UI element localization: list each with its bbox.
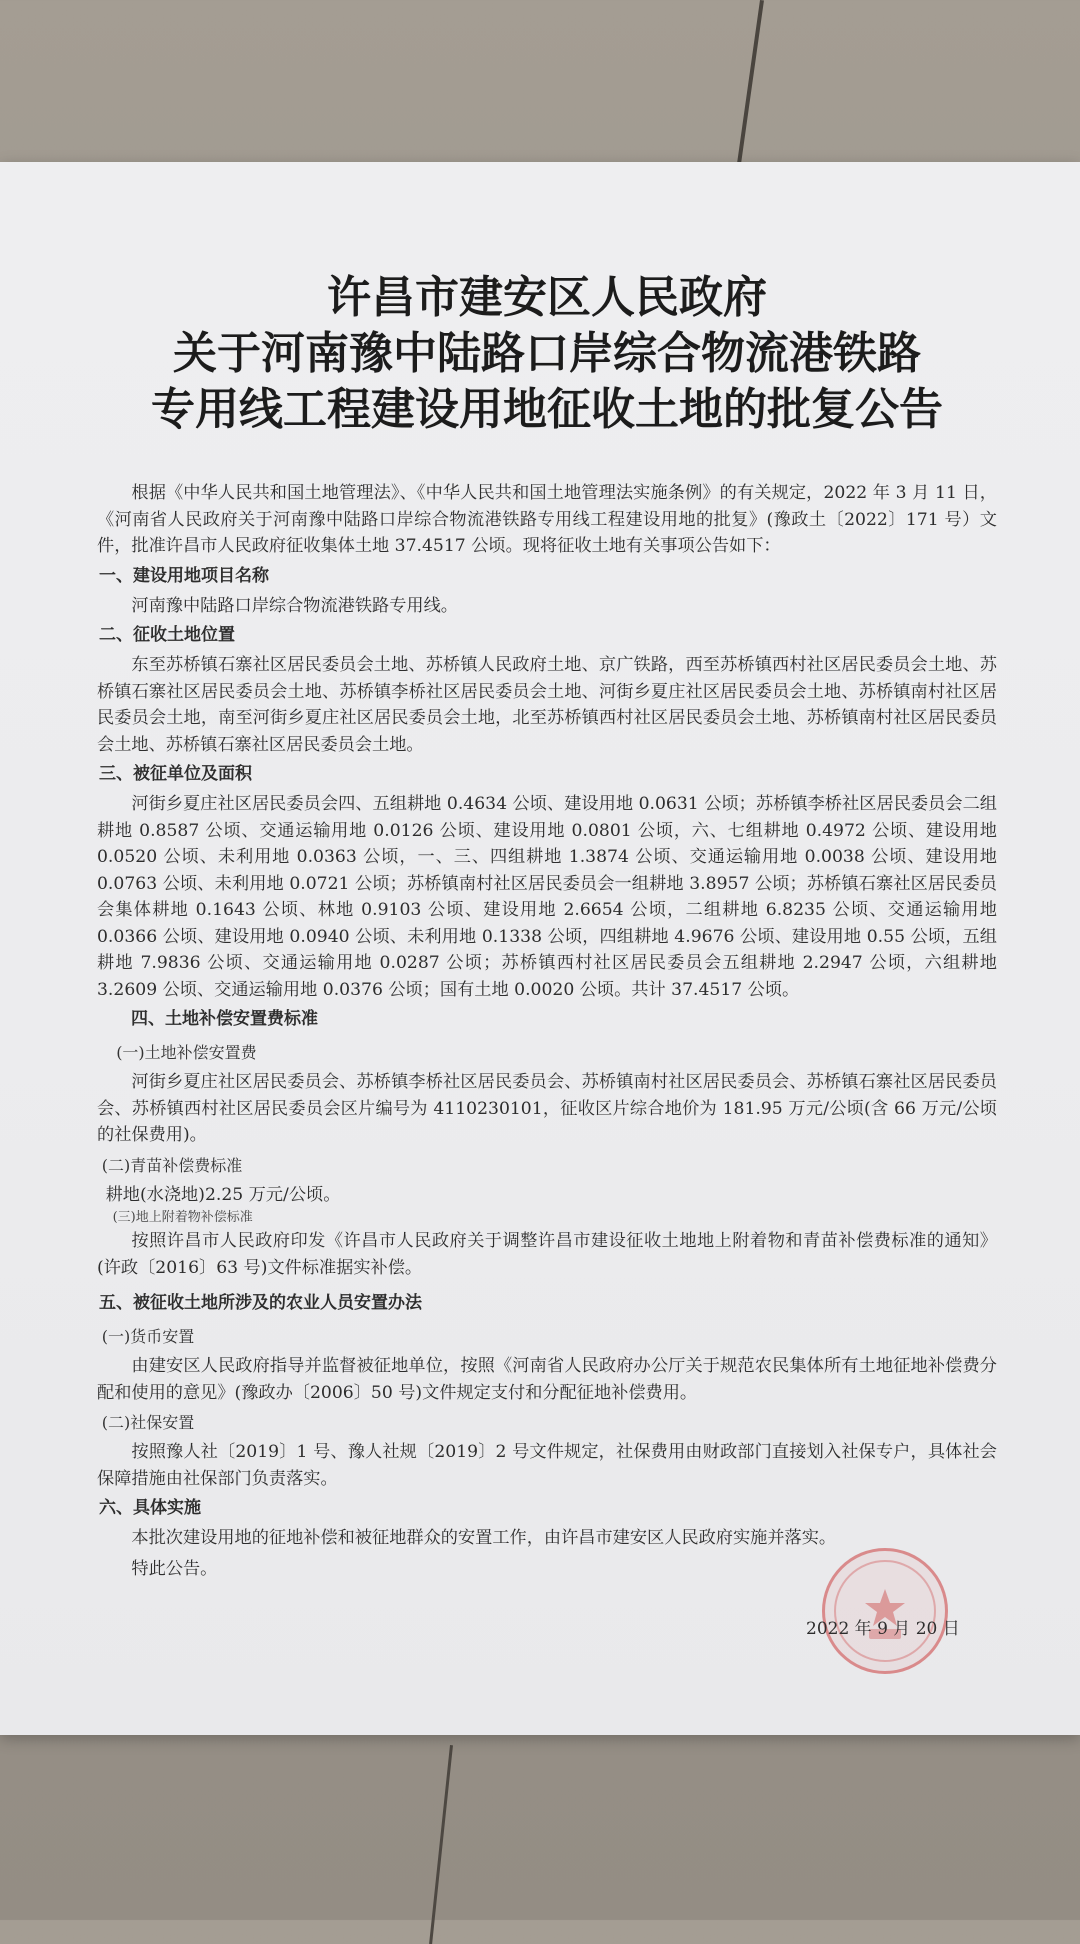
section4-sub1-heading: (一)土地补偿安置费 xyxy=(116,1043,257,1062)
floor-seam-bottom xyxy=(429,1745,453,1944)
section5-sub2-heading: (二)社保安置 xyxy=(101,1413,195,1432)
title-line-1: 许昌市建安区人民政府 xyxy=(327,272,767,323)
section4-sub2-heading: (二)青苗补偿费标准 xyxy=(101,1155,243,1175)
section4-sub2-text: 耕地(水浇地)2.25 万元/公顷。 xyxy=(105,1184,341,1205)
section1-text: 河南豫中陆路口岸综合物流港铁路专用线。 xyxy=(131,595,458,616)
section1-heading: 一、建设用地项目名称 xyxy=(99,565,269,586)
section5-sub1-heading: (一)货币安置 xyxy=(101,1327,195,1346)
document-date: 2022 年 9 月 20 日 xyxy=(806,1619,960,1639)
section4-sub3-text: 按照许昌市人民政府印发《许昌市人民政府关于调整许昌市建设征收土地地上附着物和青苗补偿费标准的通知》(许政〔2016〕63 号)文件标准据实补偿。 xyxy=(97,1231,997,1278)
section5-sub1-text: 由建安区人民政府指导并监督被征地单位，按照《河南省人民政府办公厅关于规范农民集体所有土地征地补偿费分配和使用的意见》(豫政办〔2006〕50 号)文件规定支付和分配征地补偿费用。 xyxy=(97,1356,997,1403)
announcement-document xyxy=(97,270,997,1586)
section2-text: 东至苏桥镇石寨社区居民委员会土地、苏桥镇人民政府土地、京广铁路，西至苏桥镇西村社区居民委员会土地、苏桥镇石寨社区居民委员会土地、苏桥镇李桥社区居民委员会土地、河街乡夏庄社区居民委员会土地、苏桥镇南村社区居民委员会土地，南至河街乡夏庄社区居民委员会土地，北至苏桥镇西村社区居民委员会土地、苏桥镇南村社区居民委员会土地、苏桥镇石寨社区居民委员会土地。 xyxy=(97,655,997,755)
section5-sub2-text: 按照豫人社〔2019〕1 号、豫人社规〔2019〕2 号文件规定，社保费用由财政部门直接划入社保专户，具体社会保障措施由社保部门负责落实。 xyxy=(97,1442,997,1489)
section2-heading: 二、征收土地位置 xyxy=(99,625,235,645)
section6-text: 本批次建设用地的征地补偿和被征地群众的安置工作，由许昌市建安区人民政府实施并落实。 xyxy=(131,1528,837,1548)
section6-heading: 六、具体实施 xyxy=(99,1498,201,1518)
section5-heading: 五、被征收土地所涉及的农业人员安置办法 xyxy=(99,1293,422,1313)
section3-heading: 三、被征单位及面积 xyxy=(99,764,252,784)
official-seal-icon xyxy=(822,1548,948,1674)
section4-sub1-text: 河街乡夏庄社区居民委员会、苏桥镇李桥社区居民委员会、苏桥镇南村社区居民委员会、苏桥镇石寨社区居民委员会、苏桥镇西村社区居民委员会区片编号为 4110230101，征收区片综合地价为 181.95 万元/公顷(含 66 万元/公顷的社保费用)。 xyxy=(97,1072,997,1145)
seal-emblem-icon xyxy=(825,1551,945,1671)
section4-heading: 四、土地补偿安置费标准 xyxy=(131,1009,318,1029)
title-line-2: 关于河南豫中陆路口岸综合物流港铁路 xyxy=(173,328,921,379)
closing-remark: 特此公告。 xyxy=(131,1558,218,1579)
section3-text: 河街乡夏庄社区居民委员会四、五组耕地 0.4634 公顷、建设用地 0.0631 公顷；苏桥镇李桥社区居民委员会二组耕地 0.8587 公顷、交通运输用地 0.0126 公顷、建设用地 0.0801 公顷，六、七组耕地 0.4972 公顷、建设用地 0.0520 公顷、未利用地 0.0363 公顷，一、三、四组耕地 1.3874 公顷、交通运输用地 0.0038 公顷、建设用地 0.0763 公顷、未利用地 0.0721 公顷；苏桥镇南村社区居民委员会一组耕地 3.8957 公顷；苏桥镇石寨社区居民委员会集体耕地 0.1643 公顷、林地 0.9103 公顷、建设用地 2.6654 公顷，二组耕地 6.8235 公顷、交通运输用地 0.0366 公顷、建设用地 0.0940 公顷、未利用地 0.1338 公顷，四组耕地 4.9676 公顷、建设用地 0.55 公顷，五组耕地 7.9836 公顷、交通运输用地 0.0287 公顷；苏桥镇西村社区居民委员会五组耕地 2.2947 公顷，六组耕地 3.2609 公顷、交通运输用地 0.0376 公顷；国有土地 0.0020 公顷。共计 37.4517 公顷。 xyxy=(97,794,997,1000)
title-line-3: 专用线工程建设用地征收土地的批复公告 xyxy=(151,384,943,435)
section4-sub3-heading: (三)地上附着物补偿标准 xyxy=(112,1210,253,1225)
document-title xyxy=(97,270,997,438)
intro-paragraph: 根据《中华人民共和国土地管理法》、《中华人民共和国土地管理法实施条例》的有关规定，2022 年 3 月 11 日，《河南省人民政府关于河南豫中陆路口岸综合物流港铁路专用线工程建设用地的批复》(豫政土〔2022〕171 号）文件，批准许昌市人民政府征收集体土地 37.4517 公顷。现将征收土地有关事项公告如下： xyxy=(97,483,997,556)
floor-seam-top xyxy=(736,0,764,169)
